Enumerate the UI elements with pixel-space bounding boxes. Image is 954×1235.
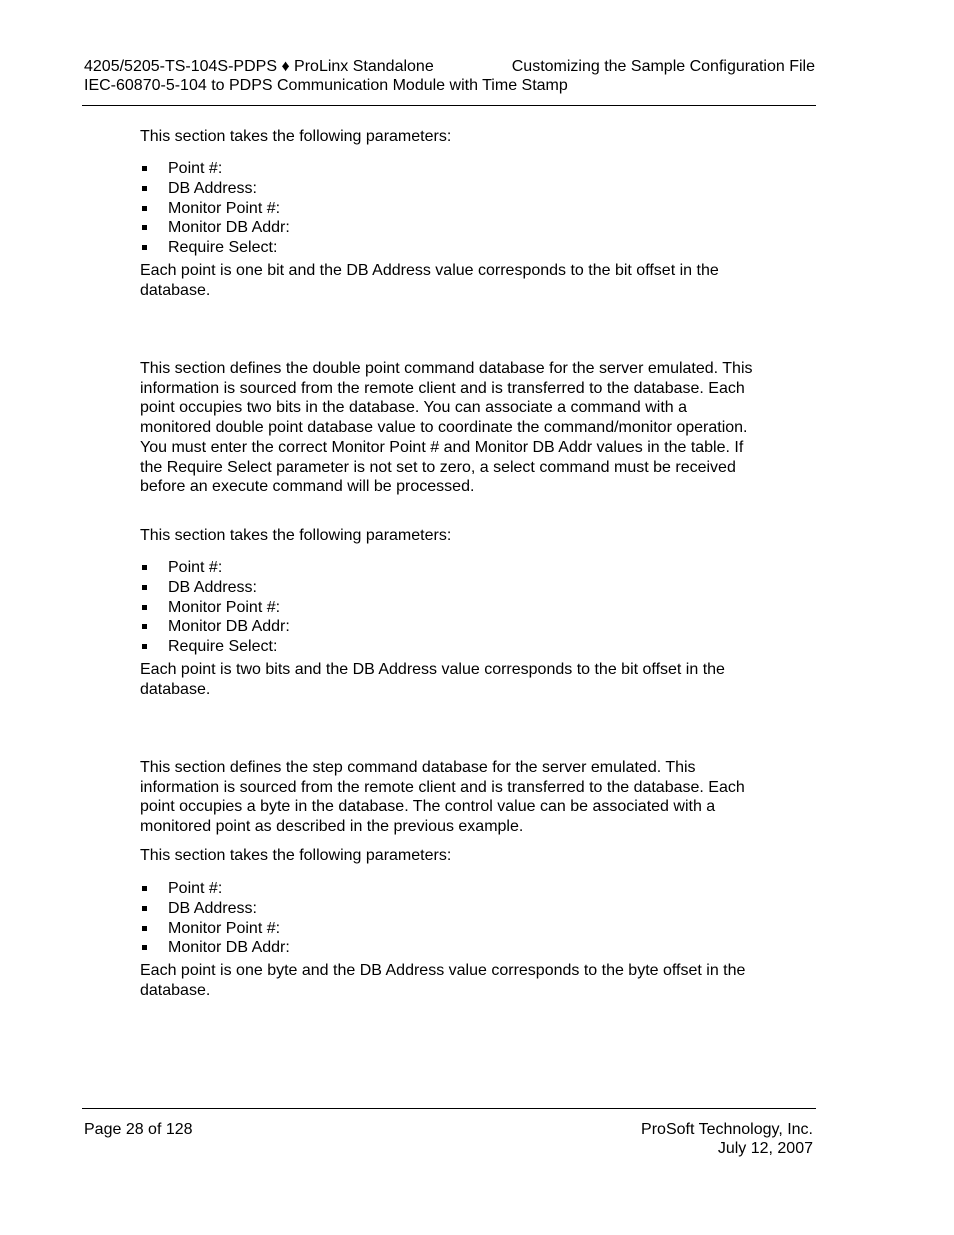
list-item: Monitor DB Addr: <box>140 617 760 637</box>
list-item: Require Select: <box>140 637 760 657</box>
list-item: Monitor Point #: <box>140 919 760 939</box>
header-divider <box>82 105 816 106</box>
footer-publisher <box>641 1120 813 1158</box>
company-name: ProSoft Technology, Inc. <box>641 1121 813 1138</box>
list-item: Monitor DB Addr: <box>140 938 760 958</box>
bullet-icon <box>142 565 147 570</box>
publish-date: July 12, 2007 <box>717 1140 813 1157</box>
list-item: DB Address: <box>140 179 760 199</box>
bullet-icon <box>142 926 147 931</box>
section-1-params-intro: This section takes the following parameters: <box>140 128 452 145</box>
section-2-intro: This section defines the double point command database for the server emulated. This information is sourced from the remote client and is transferred to the database. Each point occupies two bits in the database. You can associate a command with a monitored double point database value to coordinate the command/monitor operation. You must enter the correct Monitor Point # and Monitor DB Addr values in the table. If the Require Select parameter is not set to zero, a select command must be received before an execute command will be processed. <box>140 360 753 496</box>
bullet-icon <box>142 644 147 649</box>
list-item: Monitor Point #: <box>140 598 760 618</box>
section-2-params-list <box>140 558 760 657</box>
list-item: Point #: <box>140 159 760 179</box>
bullet-icon <box>142 605 147 610</box>
list-item: DB Address: <box>140 578 760 598</box>
bullet-icon <box>142 906 147 911</box>
footer-divider <box>82 1108 816 1109</box>
bullet-icon <box>142 945 147 950</box>
bullet-icon <box>142 245 147 250</box>
bullet-icon <box>142 186 147 191</box>
header-subtitle: IEC-60870-5-104 to PDPS Communication Module with Time Stamp <box>84 77 568 94</box>
list-item: Require Select: <box>140 238 760 258</box>
header-doc-id: 4205/5205-TS-104S-PDPS ♦ ProLinx Standalone <box>84 58 434 75</box>
page-header <box>84 57 815 95</box>
bullet-icon <box>142 206 147 211</box>
section-1-params-list <box>140 159 760 258</box>
bullet-icon <box>142 166 147 171</box>
list-item: DB Address: <box>140 899 760 919</box>
section-3-intro: This section defines the step command database for the server emulated. This information is sourced from the remote client and is transferred to the database. Each point occupies a byte in the database. The control value can be associated with a monitored point as described in the previous example. <box>140 759 745 836</box>
section-3-params-intro: This section takes the following parameters: <box>140 847 452 864</box>
section-3-params-list <box>140 879 760 958</box>
list-item: Monitor DB Addr: <box>140 218 760 238</box>
section-2-params-intro: This section takes the following parameters: <box>140 527 452 544</box>
section-1-note: Each point is one bit and the DB Address value corresponds to the bit offset in the database. <box>140 262 719 299</box>
list-item: Monitor Point #: <box>140 199 760 219</box>
bullet-icon <box>142 624 147 629</box>
list-item: Point #: <box>140 879 760 899</box>
section-2-note: Each point is two bits and the DB Address value corresponds to the bit offset in the database. <box>140 661 725 698</box>
header-section-title: Customizing the Sample Configuration File <box>511 58 815 75</box>
list-item: Point #: <box>140 558 760 578</box>
bullet-icon <box>142 585 147 590</box>
bullet-icon <box>142 886 147 891</box>
page-number: Page 28 of 128 <box>84 1121 193 1138</box>
bullet-icon <box>142 225 147 230</box>
section-3-note: Each point is one byte and the DB Address value corresponds to the byte offset in the database. <box>140 962 746 999</box>
